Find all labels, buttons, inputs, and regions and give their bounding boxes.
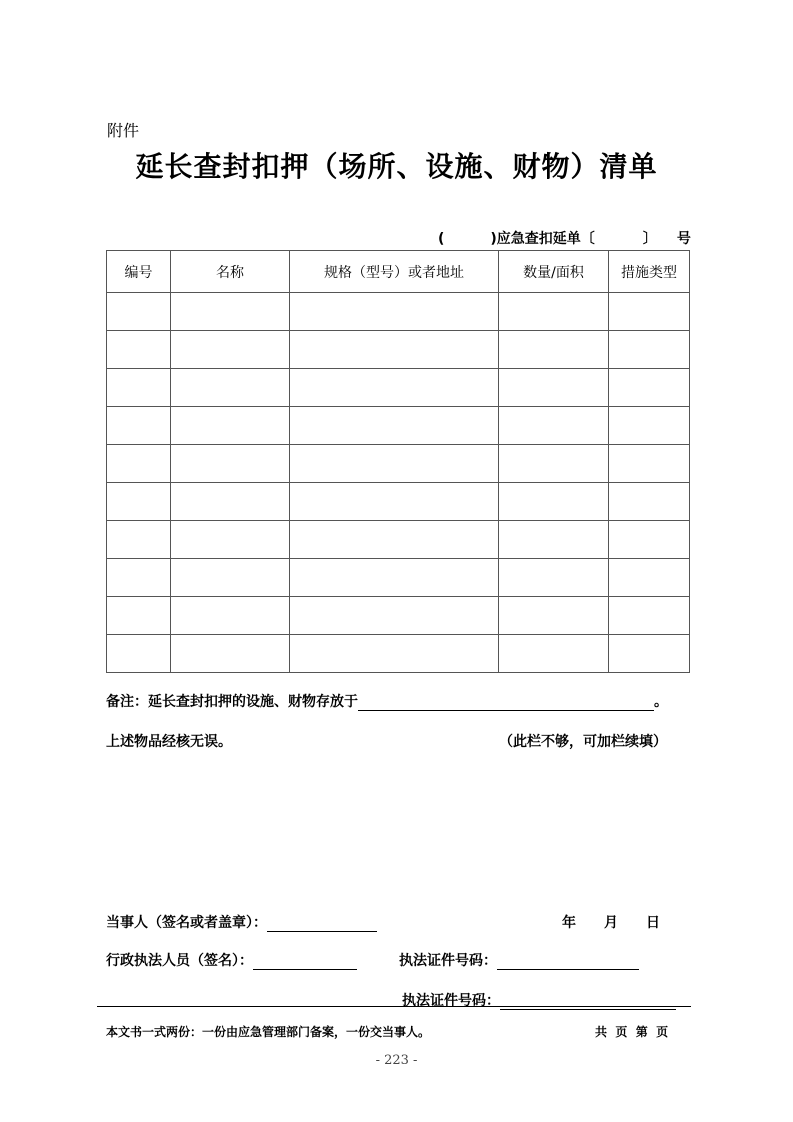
table-cell[interactable]: [171, 445, 290, 483]
cert-number-row-2: [402, 990, 676, 1010]
table-cell[interactable]: [171, 597, 290, 635]
table-cell[interactable]: [609, 331, 690, 369]
table-cell[interactable]: [499, 293, 609, 331]
table-row: [107, 331, 690, 369]
table-row: [107, 521, 690, 559]
table-cell[interactable]: [499, 445, 609, 483]
officer-signature-field[interactable]: [253, 955, 357, 970]
cert-number-field-2[interactable]: [500, 995, 676, 1010]
continuation-note: （此栏不够，可加栏续填）: [499, 734, 667, 750]
table-row: [107, 597, 690, 635]
column-header-number: 编号: [107, 251, 171, 293]
table-row: [107, 293, 690, 331]
table-cell[interactable]: [107, 293, 171, 331]
doc-number-open-paren: (: [438, 231, 445, 247]
table-cell[interactable]: [499, 635, 609, 673]
table-cell[interactable]: [290, 597, 499, 635]
column-header-name: 名称: [171, 251, 290, 293]
table-cell[interactable]: [171, 293, 290, 331]
party-signature-label: 当事人（签名或者盖章）：: [106, 915, 267, 931]
table-cell[interactable]: [171, 331, 290, 369]
table-cell[interactable]: [609, 407, 690, 445]
table-cell[interactable]: [107, 331, 171, 369]
items-table: [106, 250, 690, 673]
cert-number-row-1: [399, 950, 639, 970]
table-cell[interactable]: [171, 521, 290, 559]
table-row: [107, 407, 690, 445]
table-cell[interactable]: [290, 293, 499, 331]
doc-number-suffix: 号: [676, 231, 691, 247]
table-cell[interactable]: [609, 521, 690, 559]
date-field[interactable]: [562, 912, 660, 932]
footer-divider: [97, 1006, 691, 1007]
column-header-spec: 规格（型号）或者地址: [290, 251, 499, 293]
table-row: [107, 559, 690, 597]
table-cell[interactable]: [290, 521, 499, 559]
verified-statement: 上述物品经核无误。: [106, 734, 232, 750]
date-year-label: 年: [562, 915, 576, 931]
copies-note: 本文书一式两份：一份由应急管理部门备案，一份交当事人。: [106, 1025, 431, 1039]
date-day-label: 日: [646, 915, 660, 931]
table-cell[interactable]: [290, 369, 499, 407]
table-cell[interactable]: [499, 597, 609, 635]
doc-number-close-bracket: 〕: [642, 231, 657, 247]
date-month-label: 月: [604, 915, 618, 931]
table-cell[interactable]: [171, 369, 290, 407]
table-row: [107, 483, 690, 521]
table-cell[interactable]: [107, 597, 171, 635]
table-cell[interactable]: [499, 407, 609, 445]
table-cell[interactable]: [107, 635, 171, 673]
officer-signature-row: [106, 950, 357, 970]
table-cell[interactable]: [609, 559, 690, 597]
table-cell[interactable]: [107, 483, 171, 521]
table-cell[interactable]: [290, 483, 499, 521]
table-cell[interactable]: [290, 331, 499, 369]
storage-location-field[interactable]: [358, 696, 654, 711]
table-cell[interactable]: [171, 559, 290, 597]
table-cell[interactable]: [107, 445, 171, 483]
table-cell[interactable]: [171, 483, 290, 521]
cert-number-label-1: 执法证件号码：: [399, 953, 497, 969]
table-cell[interactable]: [499, 559, 609, 597]
table-cell[interactable]: [609, 635, 690, 673]
party-signature-row: [106, 912, 377, 932]
cert-number-field-1[interactable]: [497, 955, 639, 970]
table-cell[interactable]: [107, 407, 171, 445]
column-header-quantity: 数量/面积: [499, 251, 609, 293]
column-header-measure-type: 措施类型: [609, 251, 690, 293]
table-cell[interactable]: [609, 369, 690, 407]
party-signature-field[interactable]: [267, 917, 377, 932]
table-cell[interactable]: [290, 635, 499, 673]
storage-label: 备注：延长查封扣押的设施、财物存放于: [106, 694, 358, 710]
table-cell[interactable]: [107, 521, 171, 559]
table-cell[interactable]: [609, 293, 690, 331]
table-cell[interactable]: [290, 445, 499, 483]
officer-signature-label: 行政执法人员（签名）：: [106, 953, 253, 969]
table-cell[interactable]: [499, 483, 609, 521]
table-row: [107, 369, 690, 407]
table-header-row: [107, 251, 690, 293]
table-cell[interactable]: [499, 331, 609, 369]
table-cell[interactable]: [107, 559, 171, 597]
table-cell[interactable]: [290, 559, 499, 597]
table-row: [107, 445, 690, 483]
storage-remark: [106, 691, 668, 711]
table-cell[interactable]: [609, 445, 690, 483]
storage-end-mark: 。: [654, 694, 668, 710]
page-number: - 223 -: [375, 1053, 418, 1068]
doc-number-text: )应急查扣延单〔: [490, 231, 595, 247]
page-title: 延长查封扣押（场所、设施、财物）清单: [135, 150, 658, 183]
page-count-text: 共 页 第 页: [595, 1025, 669, 1039]
attachment-label: 附件: [107, 121, 140, 140]
table-row: [107, 635, 690, 673]
document-number-line: [438, 228, 691, 248]
table-cell[interactable]: [609, 483, 690, 521]
table-cell[interactable]: [171, 407, 290, 445]
cert-number-label-2: 执法证件号码：: [402, 993, 500, 1009]
table-cell[interactable]: [499, 521, 609, 559]
table-cell[interactable]: [290, 407, 499, 445]
table-cell[interactable]: [171, 635, 290, 673]
table-cell[interactable]: [107, 369, 171, 407]
table-cell[interactable]: [499, 369, 609, 407]
table-cell[interactable]: [609, 597, 690, 635]
